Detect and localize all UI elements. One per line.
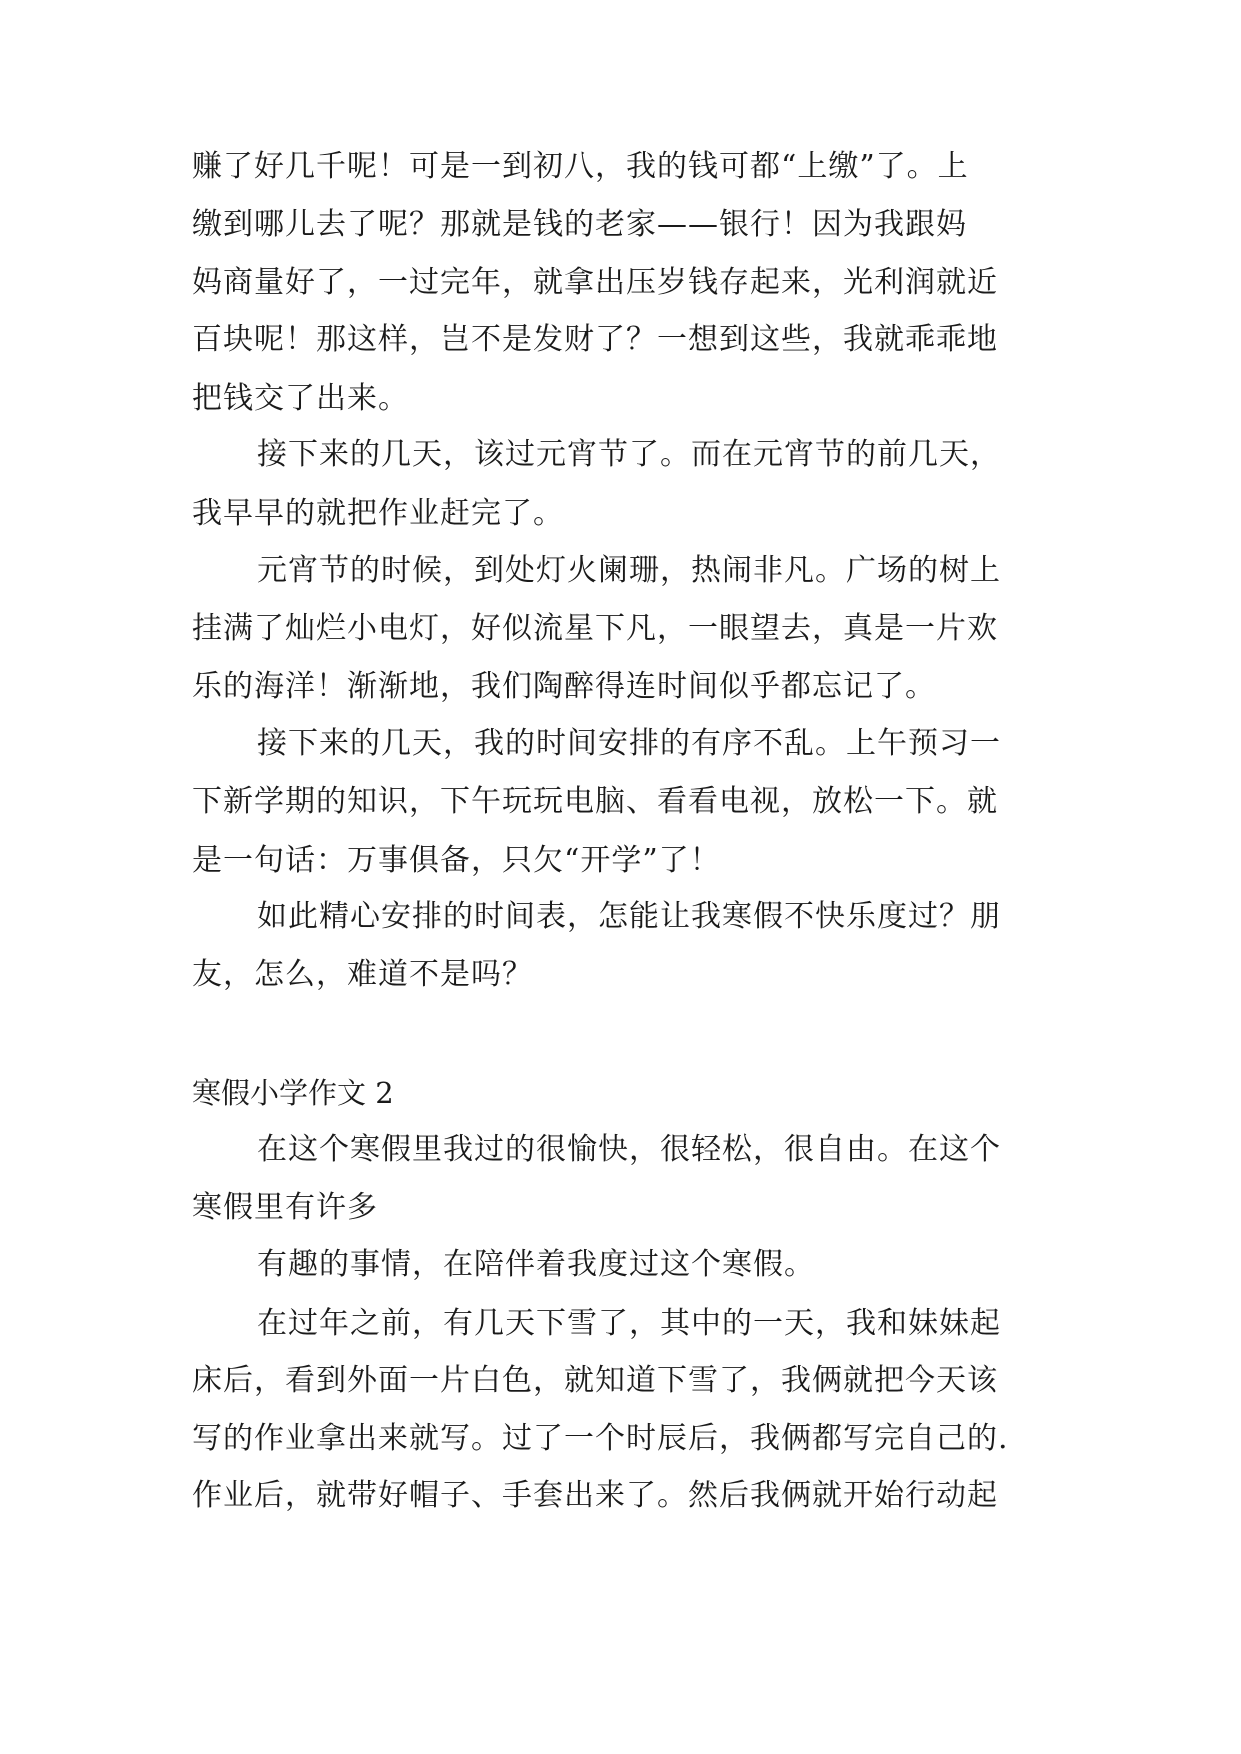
- text-line: 挂满了灿烂小电灯，好似流星下凡，一眼望去，真是一片欢: [192, 611, 998, 646]
- text-line: 乐的海洋！渐渐地，我们陶醉得连时间似乎都忘记了。: [192, 669, 936, 704]
- paragraph-first-line: 接下来的几天，该过元宵节了。而在元宵节的前几天，: [257, 437, 1001, 472]
- text-line: 是一句话：万事俱备，只欠“开学”了！: [192, 843, 721, 878]
- section-title: 寒假小学作文 2: [192, 1076, 394, 1110]
- text-line: 下新学期的知识，下午玩玩电脑、看看电视，放松一下。就: [192, 784, 998, 819]
- paragraph-first-line: 有趣的事情，在陪伴着我度过这个寒假。: [257, 1247, 815, 1282]
- text-line: 作业后，就带好帽子、手套出来了。然后我俩就开始行动起: [192, 1478, 998, 1513]
- paragraph-first-line: 元宵节的时候，到处灯火阑珊，热闹非凡。广场的树上: [257, 553, 1001, 588]
- text-line: 把钱交了出来。: [192, 381, 409, 416]
- text-line: 妈商量好了，一过完年，就拿出压岁钱存起来，光利润就近: [192, 265, 998, 300]
- text-line: 百块呢！那这样，岂不是发财了？一想到这些，我就乖乖地: [192, 322, 998, 357]
- paragraph-first-line: 接下来的几天，我的时间安排的有序不乱。上午预习一: [257, 726, 1001, 761]
- text-line: 寒假里有许多: [192, 1190, 378, 1225]
- text-line: 床后，看到外面一片白色，就知道下雪了，我俩就把今天该: [192, 1363, 998, 1398]
- text-line: 赚了好几千呢！可是一到初八，我的钱可都“上缴”了。上: [192, 149, 969, 184]
- paragraph-first-line: 如此精心安排的时间表，怎能让我寒假不快乐度过？朋: [257, 899, 1001, 934]
- text-line: 缴到哪儿去了呢？那就是钱的老家——银行！因为我跟妈: [192, 207, 967, 242]
- text-line: 我早早的就把作业赶完了。: [192, 496, 564, 531]
- paragraph-first-line: 在过年之前，有几天下雪了，其中的一天，我和妹妹起: [257, 1306, 1001, 1341]
- text-line: 友，怎么，难道不是吗？: [192, 957, 533, 992]
- text-line: 写的作业拿出来就写。过了一个时辰后，我俩都写完自己的.: [192, 1421, 1009, 1456]
- paragraph-first-line: 在这个寒假里我过的很愉快，很轻松，很自由。在这个: [257, 1132, 1001, 1167]
